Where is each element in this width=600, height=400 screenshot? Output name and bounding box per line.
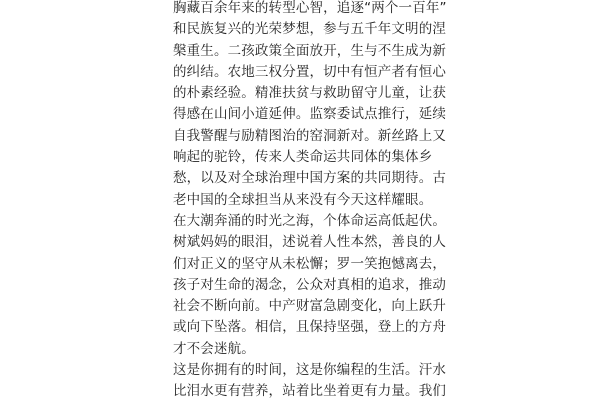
text-line: 们对正义的坚守从未松懈；罗一笑抱憾离去， (173, 255, 446, 272)
text-line: 或向下坠落。相信，且保持坚强，登上的方舟 (173, 319, 446, 336)
text-line: 得感在山间小道延伸。监察委试点推行，延续 (173, 106, 446, 123)
text-line: 愁，以及对全球治理中国方案的共同期待。古 (173, 170, 446, 187)
text-line: 社会不断向前。中产财富急剧变化，向上跃升 (173, 298, 446, 315)
article-text (173, 0, 447, 400)
text-line: 胸藏百余年来的转型心智，追逐“两个一百年” (173, 0, 447, 16)
text-line: 孩子对生命的渴念，公众对真相的追求，推动 (173, 276, 446, 293)
text-line: 和民族复兴的光荣梦想，参与五千年文明的涅 (173, 21, 446, 38)
text-line: 的纠结。农地三权分置，切中有恒产者有恒心 (173, 63, 446, 80)
text-line: 的朴素经验。精准扶贫与救助留守儿童，让获 (173, 85, 446, 102)
text-line: 自我警醒与励精图治的窑洞新对。新丝路上又 (173, 127, 446, 144)
text-line: 槃重生。二孩政策全面放开，生与不生成为新 (173, 42, 446, 59)
text-line: 这是你拥有的时间，这是你编程的生活。汗水 (173, 362, 446, 379)
text-line: 老中国的全球担当从来没有今天这样耀眼。 (173, 191, 433, 208)
text-line: 才不会迷航。 (173, 340, 255, 357)
text-line: 响起的驼铃，传来人类命运共同体的集体乡 (173, 149, 433, 166)
text-line: 比泪水更有营养，站着比坐着更有力量。我们 (173, 383, 446, 400)
text-line: 在大潮奔涌的时光之海，个体命运高低起伏。 (173, 212, 446, 229)
text-line: 树斌妈妈的眼泪，述说着人性本然，善良的人 (173, 234, 446, 251)
